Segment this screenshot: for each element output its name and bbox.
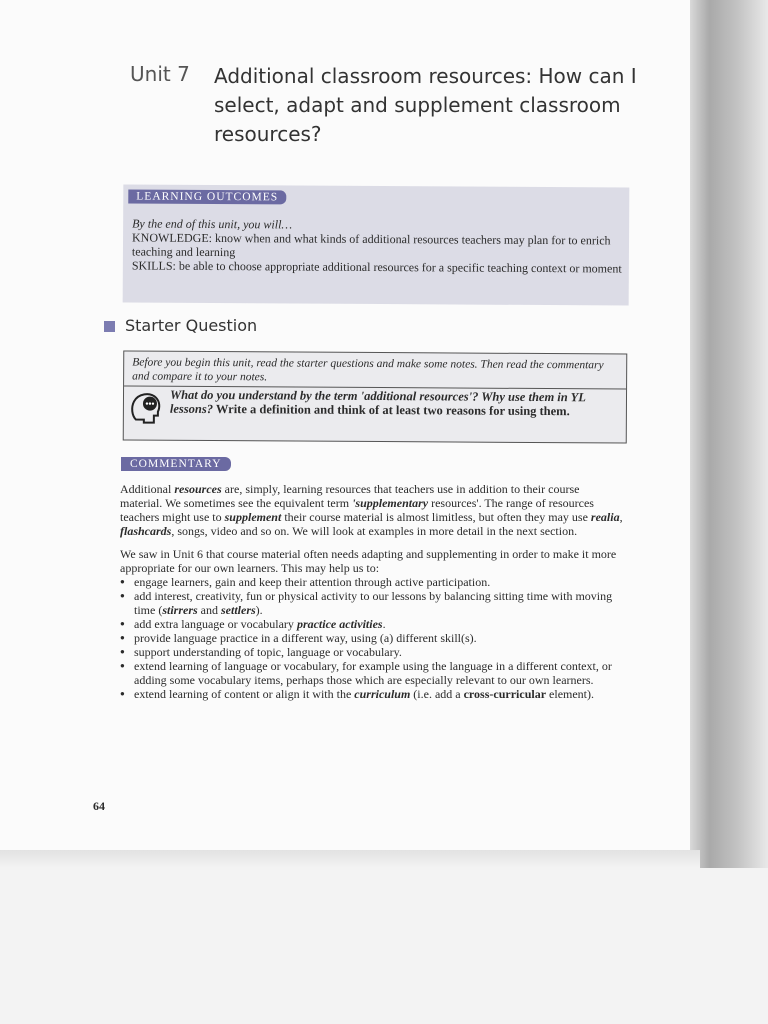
key-term: resources	[174, 482, 222, 496]
text-run: engage learners, gain and keep their attention through active participation.	[134, 575, 491, 589]
skills-text: be able to choose appropriate additional resources for a specific teaching context or moment	[178, 258, 622, 276]
list-item	[120, 645, 624, 659]
learning-outcomes-box	[123, 184, 630, 305]
text-run: are, simply, learning resources that teachers use in addition to their course material. We sometimes see the equivalent term	[120, 482, 580, 510]
page-bottom-shadow	[0, 850, 700, 868]
key-term: realia	[590, 510, 620, 524]
knowledge-text: know when and what kinds of additional resources teachers may plan for to enrich teaching and learning	[131, 231, 611, 260]
learning-outcomes-intro: By the end of this unit, you will…	[132, 216, 293, 232]
list-item	[120, 589, 624, 617]
text-run: their course material is almost limitless, but often they may use	[281, 510, 591, 524]
skills-label: SKILLS:	[131, 258, 176, 273]
text-run: Additional	[120, 482, 175, 496]
starter-intro: Before you begin this unit, read the starter questions and make some notes. Then read the commentary and compare it to your notes.	[132, 356, 604, 384]
text-run: add interest, creativity, fun or physical activity to our lessons by balancing sitting time with moving time (	[134, 589, 613, 617]
page-edge-shadow	[690, 0, 768, 868]
unit-title: Additional classroom resources: How can I select, adapt and supplement classroom resources?	[214, 64, 637, 146]
commentary-paragraph-1	[120, 482, 624, 538]
text-run: extend learning of language or vocabulary, for example using the language in a different context, or adding some vocabulary items, perhaps those which are especially relevant to our own learners.	[134, 659, 612, 687]
skills-outcome	[132, 259, 622, 276]
list-item	[120, 575, 624, 589]
text-run: ,	[619, 510, 623, 524]
knowledge-outcome	[132, 231, 622, 262]
key-term: 'supplementary	[352, 496, 429, 510]
knowledge-label: KNOWLEDGE:	[131, 230, 213, 245]
text-run: and	[197, 603, 221, 617]
text-run: , songs, video and so on. We will look at examples in more detail in the next section.	[171, 524, 578, 538]
key-term: curriculum	[354, 687, 411, 701]
starter-question-box	[123, 350, 628, 443]
text-run: resources'. The range of resources teachers might use to	[120, 496, 594, 524]
learning-outcomes-body	[132, 217, 622, 276]
page-number: 64	[93, 799, 105, 813]
key-term: supplement	[224, 510, 282, 524]
text-run: provide language practice in a different way, using (a) different skill(s).	[134, 631, 477, 645]
starter-question	[170, 388, 618, 419]
unit-number: Unit 7	[130, 62, 190, 86]
list-item	[120, 617, 624, 631]
key-term: practice activities	[296, 617, 383, 631]
starter-heading-text: Starter Question	[125, 316, 258, 335]
heading-square-icon	[104, 321, 115, 332]
commentary-bullet-list	[120, 575, 624, 701]
commentary-body	[120, 482, 624, 701]
list-item	[120, 659, 624, 687]
learning-outcomes-label: LEARNING OUTCOMES	[128, 189, 286, 204]
starter-question-italic: What do you understand by the term 'additional resources'? Why use them in YL lessons?	[169, 387, 586, 417]
text-run: ).	[255, 603, 263, 617]
commentary-paragraph-2: We saw in Unit 6 that course material often needs adapting and supplementing in order to make it more appropriate for our own learners. This may help us to:	[120, 547, 617, 575]
starter-question-rest: Write a definition and think of at least two reasons for using them.	[215, 402, 570, 419]
key-term: flashcards	[120, 524, 172, 538]
head-speech-icon	[130, 390, 164, 428]
text-run: (i.e. add a	[410, 687, 464, 701]
list-item	[120, 687, 624, 701]
key-term: stirrers	[162, 603, 198, 617]
list-item	[120, 631, 624, 645]
text-run: add extra language or vocabulary	[134, 617, 297, 631]
commentary-label: COMMENTARY	[121, 457, 231, 471]
text-run: element).	[546, 687, 595, 701]
key-term: cross-curricular	[463, 687, 547, 701]
text-run: support understanding of topic, language or vocabulary.	[134, 645, 402, 659]
text-run: extend learning of content or align it with the	[134, 687, 355, 701]
text-run: .	[382, 617, 386, 631]
key-term: settlers	[221, 603, 256, 617]
